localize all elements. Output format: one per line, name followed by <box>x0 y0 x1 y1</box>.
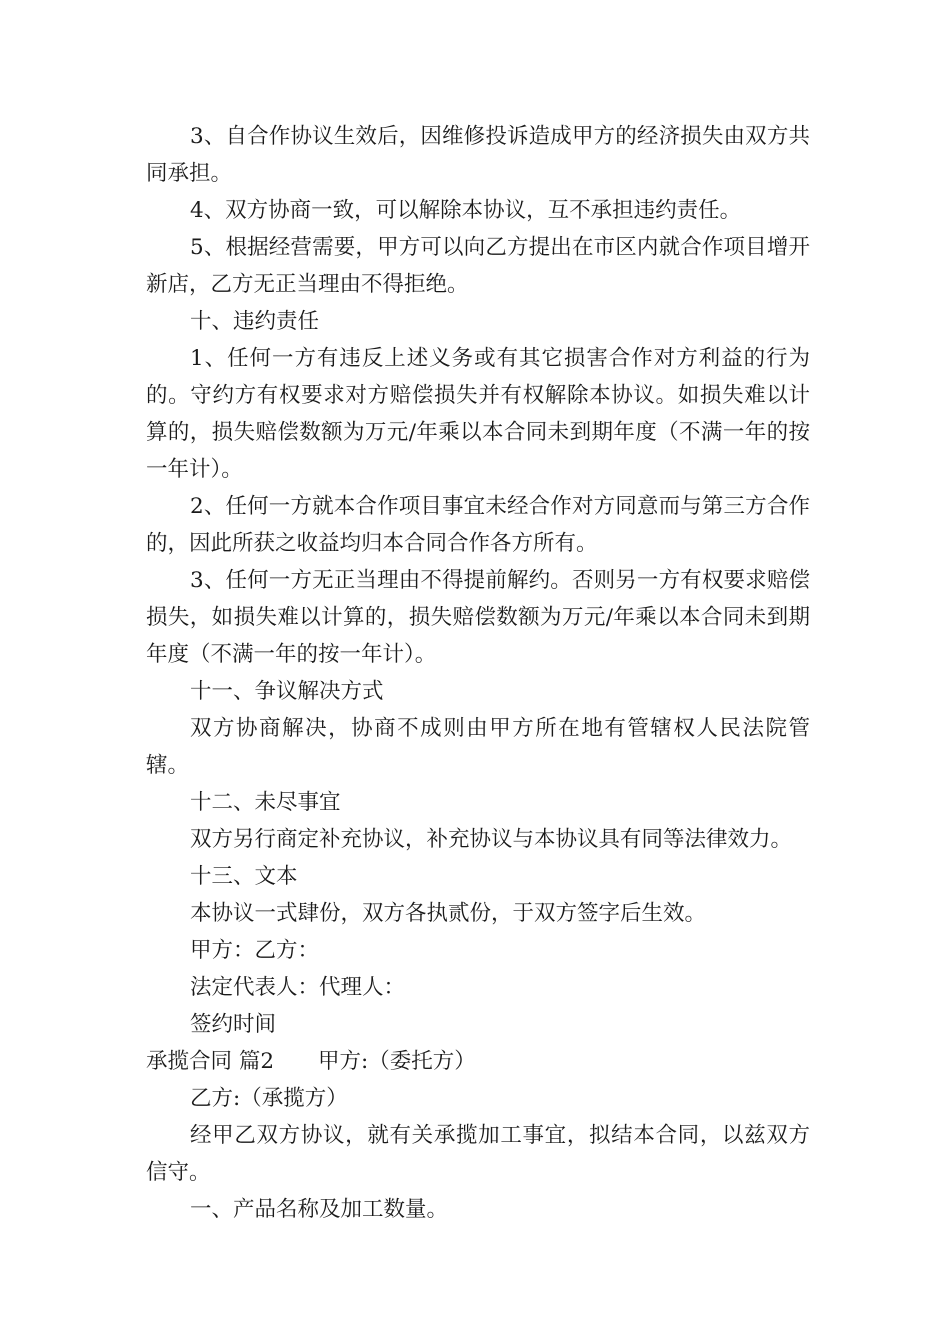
paragraph-other-matters: 双方另行商定补充协议，补充协议与本协议具有同等法律效力。 <box>190 827 793 852</box>
signature-date: 签约时间 <box>190 1012 277 1037</box>
paragraph-clause-3-liability: 3、自合作协议生效后，因维修投诉造成甲方的经济损失由双方共同承担。 <box>146 124 810 186</box>
paragraph-clause-4-termination: 4、双方协商一致，可以解除本协议，互不承担违约责任。 <box>190 198 742 223</box>
contract-title: 承揽合同 篇2 <box>146 1049 275 1074</box>
paragraph-dispute: 双方协商解决，协商不成则由甲方所在地有管辖权人民法院管辖。 <box>146 716 810 778</box>
signature-parties: 甲方：乙方： <box>190 938 320 963</box>
party-a-label: 甲方:（委托方） <box>318 1049 476 1074</box>
paragraph-clause-5-new-store: 5、根据经营需要，甲方可以向乙方提出在市区内就合作项目增开新店，乙方无正当理由不得拒绝。 <box>146 235 810 297</box>
section-heading-product: 一、产品名称及加工数量。 <box>190 1197 449 1222</box>
paragraph-breach-1: 1、任何一方有违反上述义务或有其它损害合作对方利益的行为的。守约方有权要求对方赔偿损失并有权解除本协议。如损失难以计算的，损失赔偿数额为万元/年乘以本合同未到期年度（不满一年的按一年计）。 <box>146 346 810 482</box>
signature-representatives: 法定代表人：代理人： <box>190 975 406 1000</box>
paragraph-contract-intro: 经甲乙双方协议，就有关承揽加工事宜，拟结本合同，以兹双方信守。 <box>146 1123 810 1185</box>
section-heading-dispute: 十一、争议解决方式 <box>190 679 384 704</box>
document-body <box>146 118 810 1228</box>
party-b-label: 乙方:（承揽方） <box>190 1086 348 1111</box>
contract-title-line <box>146 1043 810 1080</box>
section-heading-text: 十三、文本 <box>190 864 298 889</box>
paragraph-breach-3: 3、任何一方无正当理由不得提前解约。否则另一方有权要求赔偿损失，如损失难以计算的，损失赔偿数额为万元/年乘以本合同未到期年度（不满一年的按一年计）。 <box>146 568 810 667</box>
paragraph-breach-2: 2、任何一方就本合作项目事宜未经合作对方同意而与第三方合作的，因此所获之收益均归本合同合作各方所有。 <box>146 494 810 556</box>
section-heading-breach: 十、违约责任 <box>190 309 320 334</box>
section-heading-other-matters: 十二、未尽事宜 <box>190 790 341 815</box>
paragraph-text-copies: 本协议一式肆份，双方各执贰份，于双方签字后生效。 <box>190 901 707 926</box>
